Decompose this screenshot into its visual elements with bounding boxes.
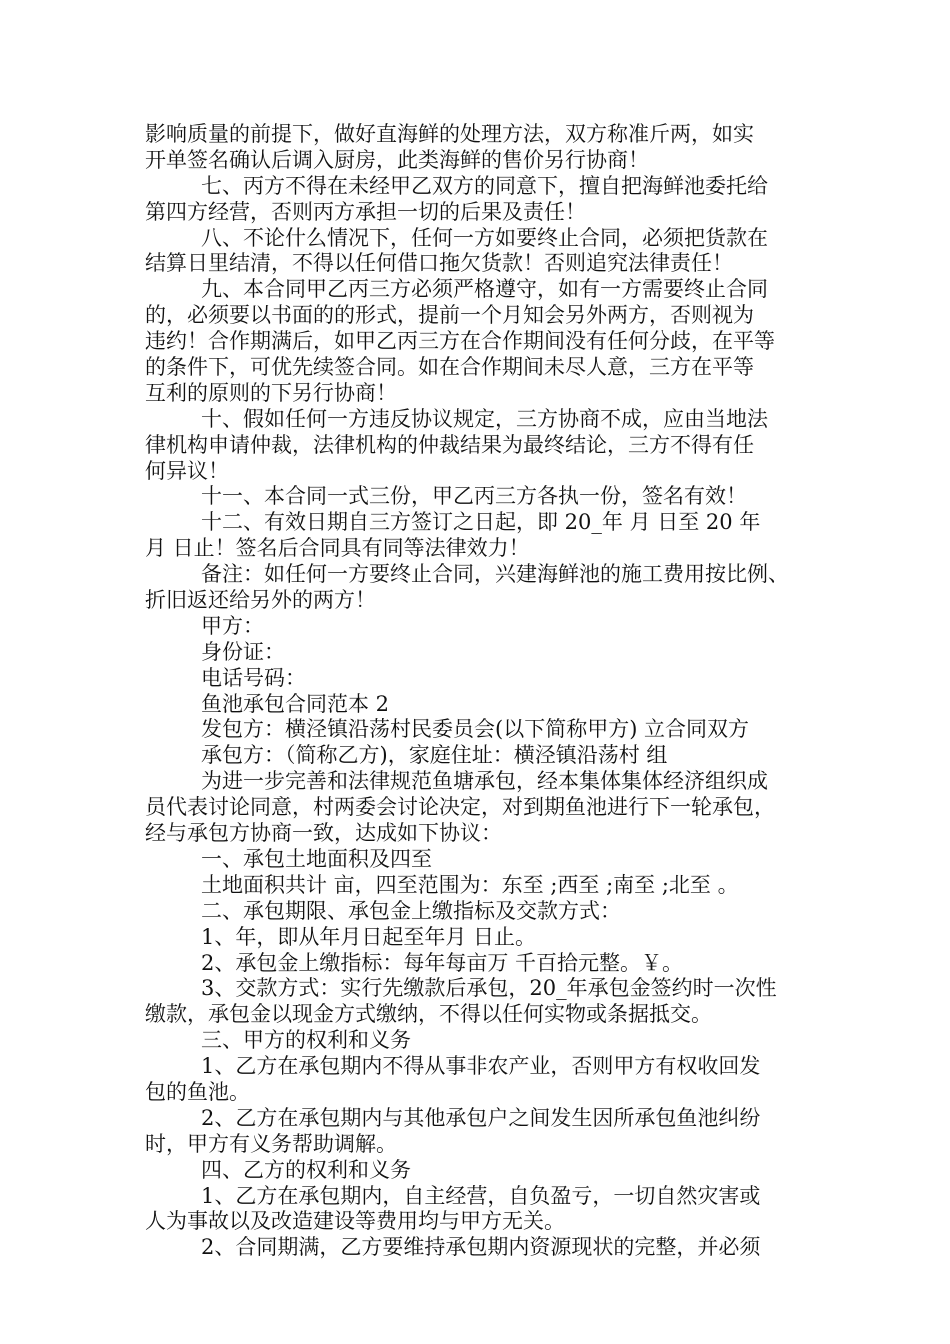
text-line: 2、合同期满，乙方要维持承包期内资源现状的完整，并必须 (201, 1235, 761, 1260)
text-line: 甲方： (201, 613, 264, 638)
text-line: 备注：如任何一方要终止合同，兴建海鲜池的施工费用按比例、 (201, 562, 789, 587)
text-line: 互利的原则的下另行协商！ (145, 380, 397, 405)
text-line: 一、承包土地面积及四至 (201, 846, 432, 871)
text-line: 时，甲方有义务帮助调解。 (145, 1131, 397, 1156)
document-body (145, 122, 835, 1261)
text-line: 鱼池承包合同范本 2 (201, 691, 390, 716)
text-line: 2、承包金上缴指标：每年每亩万 千百拾元整。￥。 (201, 950, 684, 975)
text-line: 身份证： (201, 639, 285, 664)
text-line: 电话号码： (201, 665, 306, 690)
text-line: 月 日止！签名后合同具有同等法律效力！ (145, 536, 530, 561)
text-line: 员代表讨论同意，村两委会讨论决定，对到期鱼池进行下一轮承包， (145, 795, 775, 820)
text-line: 包的鱼池。 (145, 1079, 250, 1104)
text-line: 十、假如任何一方违反协议规定，三方协商不成，应由当地法 (201, 406, 768, 431)
text-line: 发包方：横泾镇沿荡村民委员会(以下简称甲方) 立合同双方 (201, 717, 750, 742)
text-line: 人为事故以及改造建设等费用均与甲方无关。 (145, 1209, 565, 1234)
text-line: 七、丙方不得在未经甲乙双方的同意下，擅自把海鲜池委托给 (201, 173, 768, 198)
text-line: 土地面积共计 亩，四至范围为：东至 ;西至 ;南至 ;北至 。 (201, 872, 739, 897)
text-line: 2、乙方在承包期内与其他承包户之间发生因所承包鱼池纠纷 (201, 1105, 761, 1130)
text-line: 第四方经营，否则丙方承担一切的后果及责任！ (145, 199, 586, 224)
text-line: 十一、本合同一式三份，甲乙丙三方各执一份，签名有效！ (201, 484, 747, 509)
text-line: 承包方：（简称乙方)，家庭住址：横泾镇沿荡村 组 (201, 743, 668, 768)
text-line: 二、承包期限、承包金上缴指标及交款方式： (201, 898, 621, 923)
text-line: 经与承包方协商一致，达成如下协议： (145, 821, 502, 846)
text-line: 开单签名确认后调入厨房，此类海鲜的售价另行协商！ (145, 147, 649, 172)
text-line: 3、交款方式：实行先缴款后承包，20_年承包金签约时一次性 (201, 976, 777, 1001)
text-line: 八、不论什么情况下，任何一方如要终止合同，必须把货款在 (201, 225, 768, 250)
text-line: 九、本合同甲乙丙三方必须严格遵守，如有一方需要终止合同 (201, 277, 768, 302)
text-line: 1、年，即从年月日起至年月 日止。 (201, 924, 537, 949)
text-line: 何异议！ (145, 458, 229, 483)
text-line: 缴款，承包金以现金方式缴纳，不得以任何实物或条据抵交。 (145, 1002, 712, 1027)
text-line: 影响质量的前提下，做好直海鲜的处理方法，双方称准斤两，如实 (145, 122, 754, 146)
text-line: 的，必须要以书面的的形式，提前一个月知会另外两方，否则视为 (145, 303, 754, 328)
text-line: 结算日里结清，不得以任何借口拖欠货款！否则追究法律责任！ (145, 251, 733, 276)
text-line: 的条件下，可优先续签合同。如在合作期间未尽人意，三方在平等 (145, 355, 754, 380)
text-line: 十二、有效日期自三方签订之日起，即 20_年 月 日至 20 年 (201, 510, 761, 535)
text-line: 四、乙方的权利和义务 (201, 1157, 411, 1182)
text-line: 违约！合作期满后，如甲乙丙三方在合作期间没有任何分歧，在平等 (145, 329, 775, 354)
text-line: 1、乙方在承包期内，自主经营，自负盈亏，一切自然灾害或 (201, 1183, 761, 1208)
text-line: 三、甲方的权利和义务 (201, 1028, 411, 1053)
text-line: 为进一步完善和法律规范鱼塘承包，经本集体集体经济组织成 (201, 769, 768, 794)
text-line: 律机构申请仲裁，法律机构的仲裁结果为最终结论，三方不得有任 (145, 432, 754, 457)
text-line: 折旧返还给另外的两方！ (145, 588, 376, 613)
text-line: 1、乙方在承包期内不得从事非农产业，否则甲方有权收回发 (201, 1054, 761, 1079)
